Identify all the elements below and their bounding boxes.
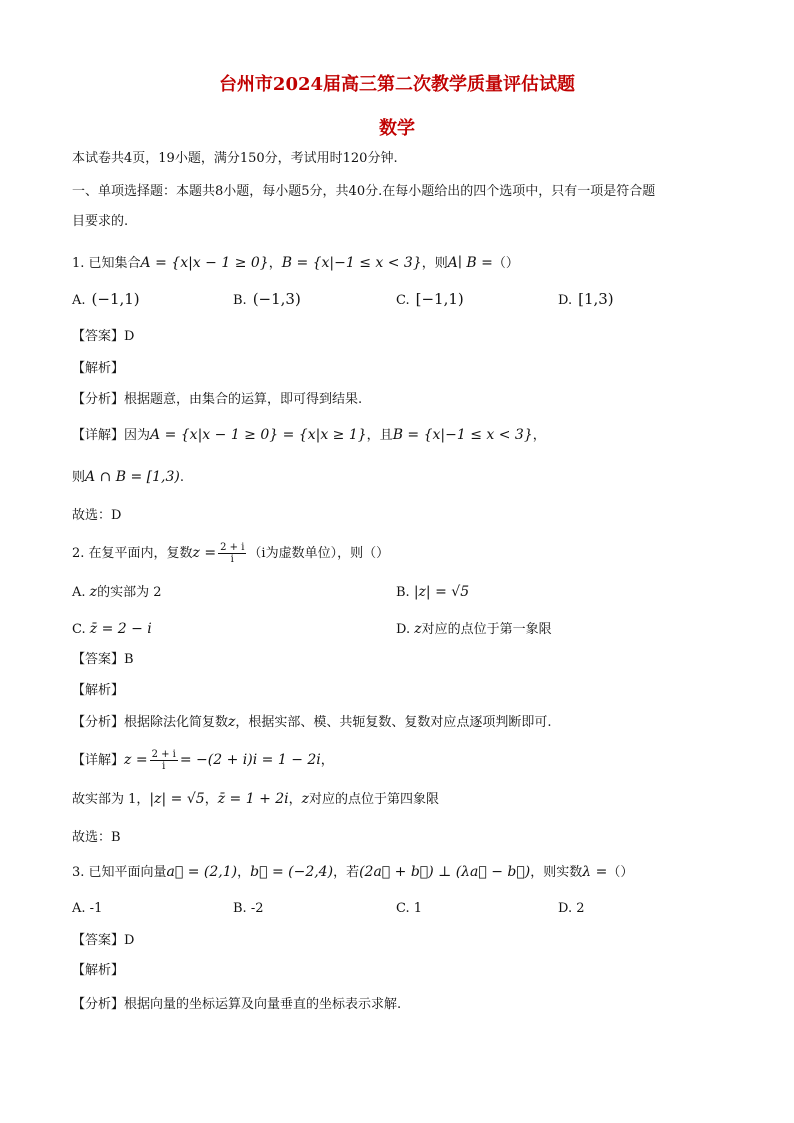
q2-option-c-key: C. (72, 622, 86, 637)
q1-detail (72, 426, 546, 445)
q2-option-c (72, 620, 152, 639)
q2-option-b (396, 583, 469, 602)
q3-answer (72, 932, 134, 950)
q1-option-b-key: B. (233, 293, 247, 308)
q3-analysis-tag: 【解析】 (72, 963, 125, 978)
q1-comma: ， (268, 256, 282, 271)
q2-detail-tag: 【详解】 (72, 753, 125, 768)
q1-analysis-tag: 【解析】 (72, 361, 125, 376)
q2-option-b-math: |z| = √5 (413, 584, 470, 600)
q2-stem-prefix: 2. 在复平面内，复数 (72, 546, 193, 561)
q1-option-d (558, 290, 614, 310)
q2-detail-den: i (162, 761, 166, 772)
q2-z-eq: z = (192, 545, 217, 561)
q3-stem-prefix: 3. 已知平面向量 (72, 865, 167, 880)
q1-option-a-value: (−1,1) (91, 290, 140, 308)
q2-option-d-text: 对应的点位于第一象限 (421, 622, 552, 637)
q2-fenxi-text-a: 根据除法化简复数 (124, 715, 229, 730)
q1-option-c-key: C. (396, 293, 410, 308)
q1-option-c (396, 290, 464, 310)
q1-detail2-text-a: 则 (72, 470, 86, 485)
q2-stem (72, 542, 389, 565)
q2-frac-num: 2 + i (220, 542, 245, 553)
q2-detail2-math-3: z (301, 791, 310, 807)
q3-option-a-value: -1 (89, 901, 103, 916)
q2-option-b-key: B. (396, 585, 410, 600)
q3-comma-2: ，若 (333, 865, 360, 880)
q2-detail2-math-1: |z| = √5 (149, 791, 205, 807)
q3-option-d-key: D. (558, 901, 573, 916)
q1-set-a: A = {x|x − 1 ≥ 0} (140, 255, 269, 271)
intro-line-3: 目要求的. (72, 214, 129, 229)
q2-detail-num: 2 + i (151, 749, 176, 760)
q1-answer (72, 328, 134, 346)
q3-option-a-key: A. (72, 901, 86, 916)
q1-detail-tag: 【详解】 (72, 428, 125, 443)
q3-lambda: λ = (582, 864, 608, 880)
q2-stem-suffix: （i为虚数单位），则（） (248, 546, 390, 561)
q3-fenxi (72, 996, 401, 1014)
q1-option-d-key: D. (558, 293, 573, 308)
q3-fenxi-text: 根据向量的坐标运算及向量垂直的坐标表示求解. (124, 997, 402, 1012)
q2-detail2-text-b: ， (204, 792, 218, 807)
q2-option-d-key: D. (396, 622, 411, 637)
q2-answer-value: B (124, 652, 134, 667)
q3-option-b (233, 900, 264, 918)
q3-condition: (2a⃗ + b⃗) ⊥ (λa⃗ − b⃗) (359, 864, 531, 880)
intro-line-2: 一、单项选择题：本题共8小题，每小题5分，共40分.在每小题给出的四个选项中，只有一项是符合题 (72, 184, 656, 199)
q1-choose: 故选：D (72, 508, 122, 523)
q3-stem (72, 863, 633, 882)
q2-detail-rest: = −(2 + i)i = 1 − 2i (179, 752, 321, 768)
exam-title: 台州市2024届高三第二次教学质量评估试题 (218, 74, 576, 95)
q2-analysis-tag: 【解析】 (72, 683, 125, 698)
q2-choose: 故选：B (72, 830, 121, 845)
q1-detail-2 (72, 468, 184, 487)
q1-option-b (233, 290, 301, 310)
q1-stem (72, 254, 519, 273)
q2-fenxi-z: z (228, 714, 236, 730)
intro-line-1: 本试卷共4页，19小题，满分150分，考试用时120分钟. (72, 151, 398, 166)
q1-detail-text-a: 因为 (124, 428, 151, 443)
q1-stem-prefix: 1. 已知集合 (72, 256, 141, 271)
q1-paren: （） (492, 256, 519, 271)
q2-option-a-key: A. (72, 585, 86, 600)
q2-fenxi-tag: 【分析】 (72, 715, 125, 730)
q3-option-b-value: -2 (250, 901, 264, 916)
q2-fenxi-text-b: ，根据实部、模、共轭复数、复数对应点逐项判断即可. (235, 715, 552, 730)
q2-detail-z: z = (124, 752, 148, 768)
q2-answer-tag: 【答案】 (72, 652, 125, 667)
q2-frac-den: i (230, 554, 234, 565)
q2-option-a-math: z (89, 584, 98, 600)
q3-option-a (72, 900, 102, 918)
q2-option-a (72, 583, 161, 602)
q1-stem-suffix: ，则 (421, 256, 448, 271)
q2-answer (72, 651, 134, 669)
subject-title: 数学 (379, 118, 415, 139)
q1-detail-text-c: ， (532, 428, 546, 443)
q3-paren: （） (607, 865, 634, 880)
q2-detail2-text-a: 故实部为 1， (72, 792, 150, 807)
q3-stem-suffix: ，则实数 (530, 865, 583, 880)
q1-option-a-key: A. (72, 293, 86, 308)
q2-detail2-math-2: z̄ = 1 + 2i (217, 791, 289, 807)
q2-detail (72, 749, 334, 772)
q1-detail2-text-b: . (179, 470, 185, 485)
q1-set-b: B = {x|−1 ≤ x < 3} (281, 255, 422, 271)
q2-option-d-math: z (414, 621, 422, 637)
q1-option-b-value: (−1,3) (252, 290, 301, 308)
q1-detail2-math: A ∩ B = [1,3) (85, 469, 180, 485)
q1-option-a (72, 290, 140, 310)
q2-detail-2 (72, 790, 439, 809)
q1-option-d-value: [1,3) (578, 290, 614, 308)
q3-vec-a: a⃗ = (2,1) (166, 864, 238, 880)
q1-answer-value: D (124, 329, 135, 344)
q2-fraction (218, 542, 246, 565)
q3-option-c-key: C. (396, 901, 410, 916)
q1-detail-text-b: ，且 (366, 428, 393, 443)
q1-fenxi-text: 根据题意，由集合的运算，即可得到结果. (124, 392, 363, 407)
q1-detail-math-1: A = {x|x − 1 ≥ 0} = {x|x ≥ 1} (150, 427, 367, 443)
q3-answer-tag: 【答案】 (72, 933, 125, 948)
q3-fenxi-tag: 【分析】 (72, 997, 125, 1012)
q1-option-c-value: [−1,1) (415, 290, 464, 308)
q1-answer-tag: 【答案】 (72, 329, 125, 344)
q3-comma-1: ， (237, 865, 251, 880)
q2-detail2-text-c: ， (288, 792, 302, 807)
q3-answer-value: D (124, 933, 135, 948)
q3-option-d (558, 900, 585, 918)
q2-detail-end: ， (320, 753, 334, 768)
q2-detail2-text-d: 对应的点位于第四象限 (309, 792, 440, 807)
q1-fenxi-tag: 【分析】 (72, 392, 125, 407)
q3-option-b-key: B. (233, 901, 247, 916)
q2-option-a-text: 的实部为 2 (97, 585, 162, 600)
q1-ask: A∣ B = (447, 255, 493, 271)
q2-option-d (396, 620, 552, 639)
q3-option-c-value: 1 (413, 901, 423, 916)
q2-option-c-math: z̄ = 2 − i (89, 621, 152, 637)
q2-fenxi (72, 713, 552, 732)
q3-option-d-value: 2 (576, 901, 585, 916)
q1-detail-math-2: B = {x|−1 ≤ x < 3} (392, 427, 533, 443)
q1-fenxi (72, 391, 362, 409)
q3-option-c (396, 900, 422, 918)
q3-vec-b: b⃗ = (−2,4) (250, 864, 334, 880)
q2-detail-fraction (150, 749, 178, 772)
